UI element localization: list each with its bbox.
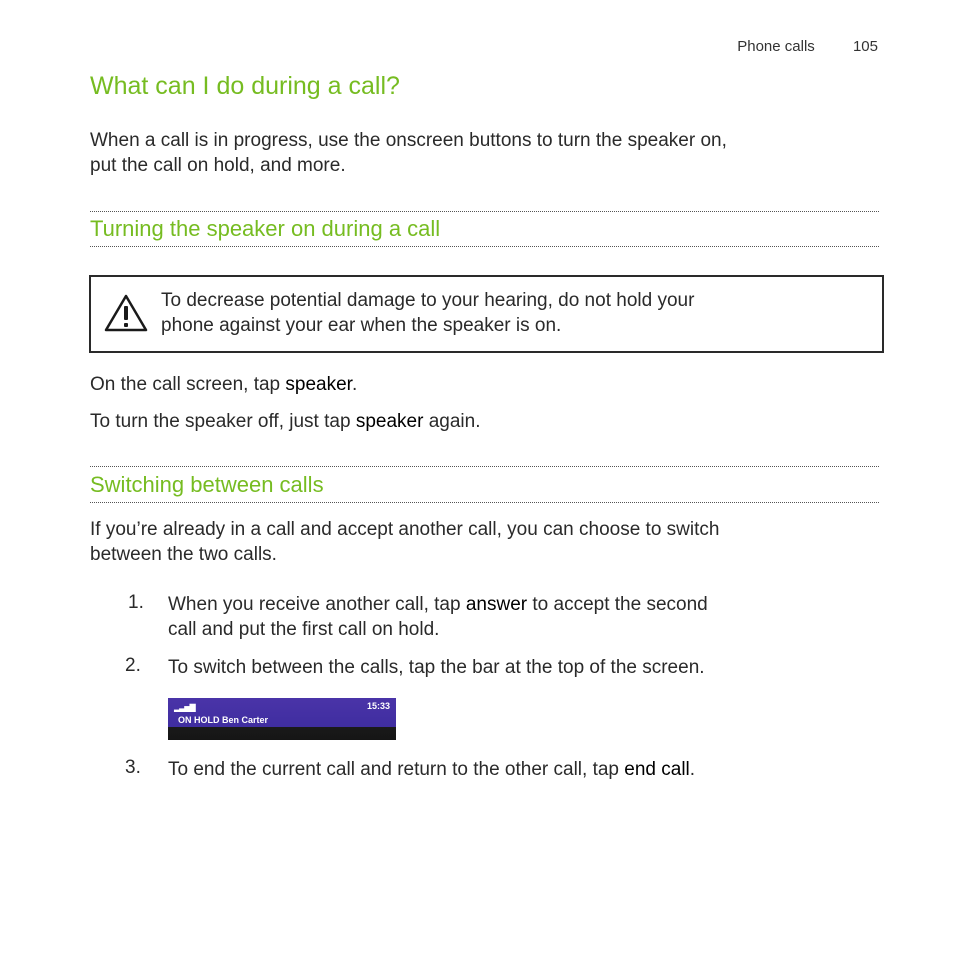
warning-box [89, 275, 884, 353]
divider [90, 246, 879, 247]
text: . [351, 374, 358, 395]
page-title: What can I do during a call? [90, 72, 400, 100]
text: To end the current call and return to the other call, tap [168, 759, 625, 780]
text: again. [423, 411, 481, 432]
on-hold-label: ON HOLD Ben Carter [178, 715, 269, 725]
step-number: 3. [125, 757, 141, 778]
warning-line-1: To decrease potential damage to your hearing, do not hold your [161, 290, 695, 311]
speaker-section-heading: Turning the speaker on during a call [90, 216, 441, 241]
header-section: Phone calls [737, 38, 815, 55]
text: To turn the speaker off, just tap [90, 411, 356, 432]
page-header [737, 38, 878, 55]
clock-time: 15:33 [366, 701, 390, 711]
divider [90, 211, 879, 212]
signal-icon: ▂▃▅▇ [174, 703, 195, 712]
page-number: 105 [852, 38, 878, 55]
end-call-keyword: end call [624, 759, 690, 780]
step-number: 2. [125, 655, 141, 676]
step-number: 1. [128, 592, 144, 613]
step-3-text [168, 757, 695, 782]
speaker-on-paragraph [90, 372, 357, 397]
text: On the call screen, tap [90, 374, 286, 395]
switch-intro-line-1: If you’re already in a call and accept another call, you can choose to switch [90, 519, 720, 540]
intro-line-2: put the call on hold, and more. [90, 155, 346, 176]
warning-line-2: phone against your ear when the speaker is on. [161, 315, 562, 336]
switch-intro-paragraph [90, 517, 719, 567]
text: When you receive another call, tap [168, 594, 466, 615]
speaker-off-paragraph [90, 409, 480, 434]
divider [90, 502, 879, 503]
divider [90, 466, 879, 467]
answer-keyword: answer [465, 594, 528, 615]
on-hold-call-bar-screenshot [168, 698, 396, 740]
intro-paragraph [90, 128, 727, 178]
speaker-keyword: speaker [285, 374, 352, 395]
warning-triangle-icon [103, 293, 149, 333]
switch-section-heading: Switching between calls [90, 472, 324, 497]
text: call and put the first call on hold. [168, 619, 440, 640]
text: . [689, 759, 696, 780]
intro-line-1: When a call is in progress, use the onscreen buttons to turn the speaker on, [90, 130, 727, 151]
step-1-text [168, 592, 708, 642]
warning-text [161, 288, 694, 338]
step-2-text: To switch between the calls, tap the bar at the top of the screen. [168, 657, 705, 678]
switch-intro-line-2: between the two calls. [90, 544, 277, 565]
text: to accept the second [527, 594, 708, 615]
speaker-keyword: speaker [355, 411, 424, 432]
